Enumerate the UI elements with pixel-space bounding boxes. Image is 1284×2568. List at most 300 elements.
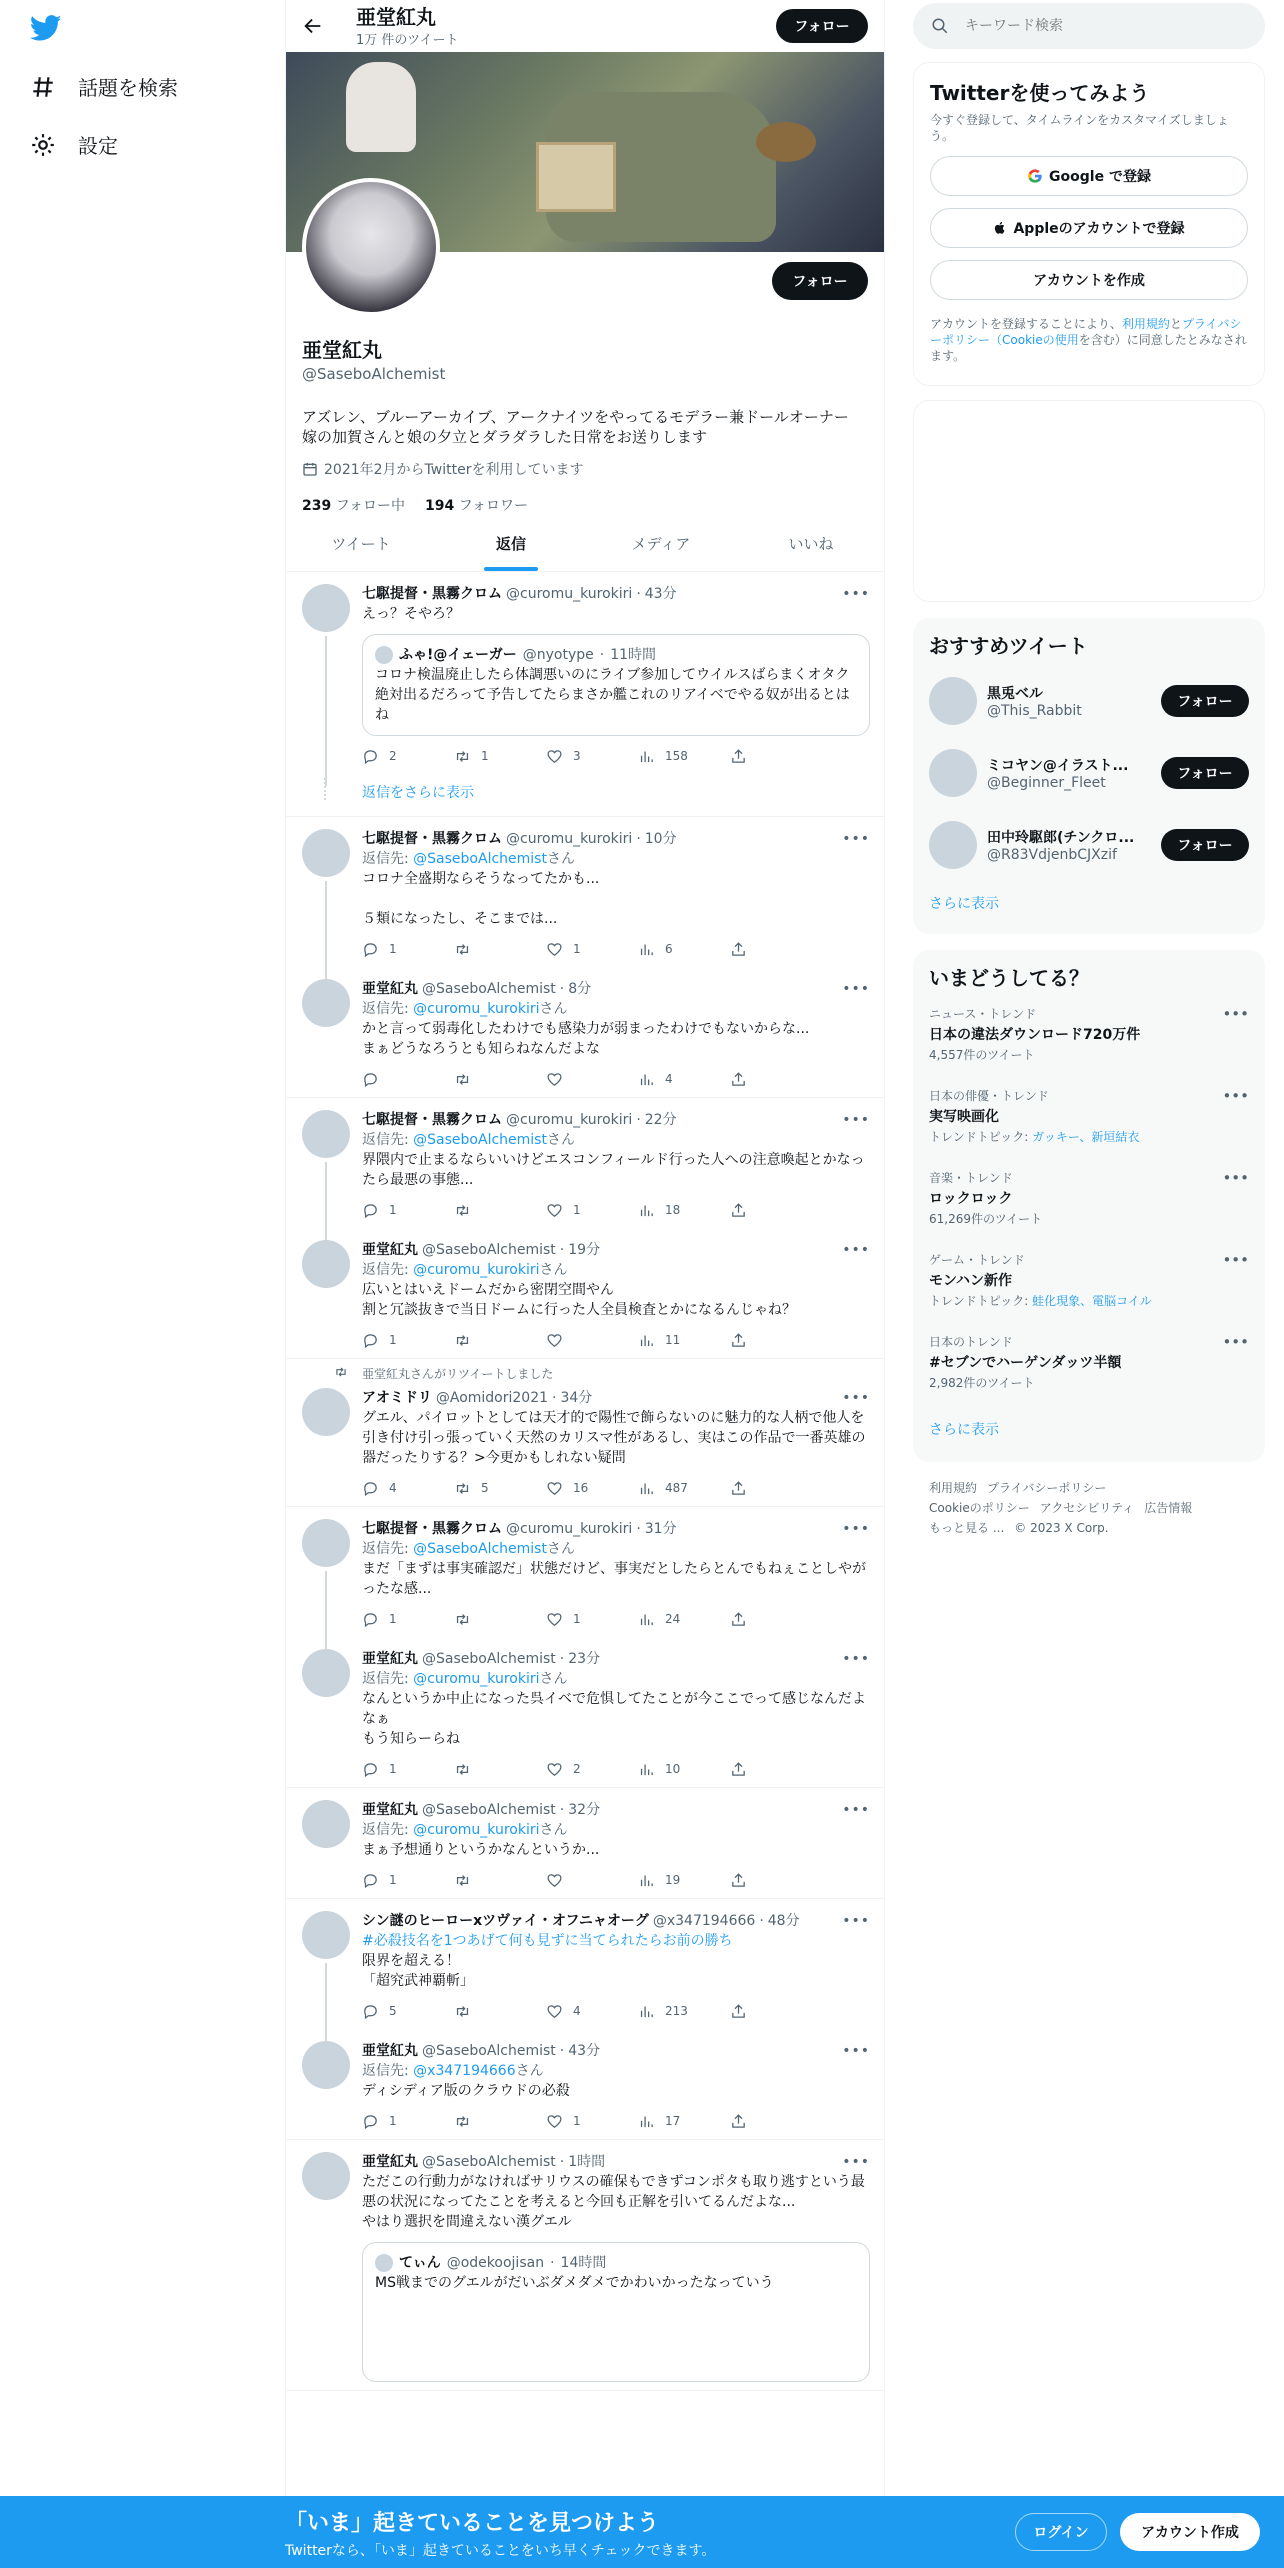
tweet[interactable]: ••• 七駆提督・黒霧クロム @curomu_kurokiri · 43分 えっ？そやろ？ ふゃ!@イェーガー @nyotype · 11時間 コロナ検温廃止したら体調悪いのにライブ参加してウイルスばらまくオタク絶対出るだろって予告してたらまさか艦これのリアイベでやる奴が出るとはね 2 1 3 158	[286, 572, 885, 774]
reply-to-handle[interactable]: @curomu_kurokiri	[413, 1671, 540, 1687]
more-icon[interactable]: •••	[842, 1651, 870, 1667]
retweet-button[interactable]: 1	[454, 748, 546, 765]
tweet-avatar[interactable]	[302, 829, 350, 877]
tweet-text: 界隈内で止まるならいいけどエスコンフィールド行った人への注意喚起とかなったら最悪の事態...	[362, 1152, 865, 1188]
retweet-button[interactable]	[454, 1071, 546, 1088]
trends-card	[913, 950, 1265, 1462]
reply-to-handle[interactable]: @SaseboAlchemist	[413, 1541, 547, 1557]
trend-item[interactable]	[913, 1325, 1265, 1407]
reply-button[interactable]: 1	[362, 1332, 454, 1349]
more-icon[interactable]: •••	[842, 1802, 870, 1818]
tweet[interactable]: ••• アオミドリ @Aomidori2021 · 34分 グエル、パイロットとしては天才的で陽性で飾らないのに魅力的な人柄で他人を引き付け引っ張っていく天然のカリスマ性があるし、実はこの作品で一番英雄の器だったりする？>今更かもしれない疑問 4 5 16 487	[286, 1376, 885, 1507]
tweet[interactable]: ••• 七駆提督・黒霧クロム @curomu_kurokiri · 10分 返信先: @SaseboAlchemistさん コロナ全盛期ならそうなってたかも... ５類になったし、そこまでは... 1 1 6	[286, 817, 885, 967]
tweet-author-handle[interactable]: @curomu_kurokiri	[506, 1112, 633, 1128]
profile-handle: @SaseboAlchemist	[302, 365, 446, 383]
retweet-button[interactable]	[454, 1332, 546, 1349]
reply-icon	[362, 2003, 379, 2020]
like-button[interactable]	[546, 1332, 638, 1349]
quote-author-handle: @odekoojisan	[446, 2255, 545, 2271]
tweet-author-handle[interactable]: @SaseboAlchemist	[422, 1242, 556, 1258]
tweet-text: なんというか中止になった呉イベで危惧してたことが今ここでって感じなんだよなぁ もう知らーらね	[362, 1691, 866, 1747]
share-button[interactable]	[730, 748, 822, 765]
tweet-author-name[interactable]: 七駆提督・黒霧クロム	[362, 831, 502, 847]
reply-to: 返信先: @x347194666さん	[362, 2063, 544, 2079]
tweet-time[interactable]: 23分	[568, 1651, 601, 1667]
more-icon[interactable]: •••	[842, 2043, 870, 2059]
tweet-avatar[interactable]	[302, 1800, 350, 1848]
views-button[interactable]: 17	[638, 2113, 730, 2130]
tweet-author-name[interactable]: 亜堂紅丸	[362, 1242, 418, 1258]
recommended-user[interactable]	[913, 809, 1265, 881]
reply-button[interactable]: 1	[362, 1761, 454, 1778]
reply-to-handle[interactable]: @curomu_kurokiri	[413, 1001, 540, 1017]
like-button[interactable]: 4	[546, 2003, 638, 2020]
footer-terms[interactable]: 利用規約	[929, 1481, 978, 1495]
reply-button[interactable]: 5	[362, 2003, 454, 2020]
tweet-avatar[interactable]	[302, 1519, 350, 1567]
tweet-text: 広いとはいえドームだから密閉空間やん 割と冗談抜きで当日ドームに行った人全員検査とかになるんじゃね？	[362, 1282, 796, 1318]
reply-button[interactable]: 1	[362, 1202, 454, 1219]
tweet-avatar[interactable]	[302, 2041, 350, 2089]
tweet-time[interactable]: 8分	[568, 981, 592, 997]
like-button[interactable]	[546, 1872, 638, 1889]
tweet-actions	[362, 1200, 870, 1220]
like-button[interactable]: 1	[546, 1202, 638, 1219]
tweet-author-name[interactable]: 七駆提督・黒霧クロム	[362, 586, 502, 602]
recommended-user[interactable]	[913, 665, 1265, 737]
heart-icon	[546, 1611, 563, 1628]
reply-icon	[362, 1611, 379, 1628]
share-icon	[730, 1872, 747, 1889]
reply-to-handle[interactable]: @curomu_kurokiri	[413, 1262, 540, 1278]
more-icon[interactable]: •••	[1222, 1005, 1249, 1023]
trend-meta: トレンドトピック: 蛙化現象、電脳コイル	[929, 1294, 1152, 1308]
more-icon[interactable]: •••	[842, 586, 870, 602]
views-icon	[638, 748, 655, 765]
thread-line	[325, 881, 327, 979]
tweet-text: 限界を超える！ 「超究武神覇斬」	[362, 1953, 474, 1989]
tweet-author-name[interactable]: 七駆提督・黒霧クロム	[362, 1521, 502, 1537]
retweet-icon	[454, 1202, 471, 1219]
share-icon	[730, 1071, 747, 1088]
footer-privacy[interactable]: プライバシーポリシー	[987, 1481, 1107, 1495]
tweet-author-handle[interactable]: @SaseboAlchemist	[422, 2043, 556, 2059]
tweet[interactable]: ••• 亜堂紅丸 @SaseboAlchemist · 1時間 ただこの行動力がなければサリウスの確保もできずコンポタも取り逃すという最悪の状況になってたことを考えると今回も正解を引いてるんだよな... やはり選択を間違えない漢グエル てぃん @odekoojisan · 14時間 MS戦までのグエルがだいぶダメダメでかわいかったなっていう	[286, 2140, 885, 2391]
trend-category: 音楽・トレンド	[929, 1171, 1013, 1185]
heart-icon	[546, 1761, 563, 1778]
rec-handle: @This_Rabbit	[987, 703, 1082, 719]
retweet-icon	[454, 748, 471, 765]
quote-text: コロナ検温廃止したら体調悪いのにライブ参加してウイルスばらまくオタク絶対出るだろって予告してたらまさか艦これのリアイベでやる奴が出るとはね	[375, 667, 850, 723]
reply-button[interactable]: 4	[362, 1480, 454, 1497]
heart-icon	[546, 2003, 563, 2020]
footer-ads[interactable]: 広告情報	[1144, 1501, 1193, 1515]
retweet-button[interactable]	[454, 1611, 546, 1628]
like-button[interactable]	[546, 1071, 638, 1088]
share-button[interactable]	[730, 1611, 822, 1628]
share-icon	[730, 748, 747, 765]
left-nav	[0, 0, 285, 2568]
tweet[interactable]: ••• 七駆提督・黒霧クロム @curomu_kurokiri · 22分 返信先: @SaseboAlchemistさん 界隈内で止まるならいいけどエスコンフィールド行った人への注意喚起とかなったら最悪の事態... 1 1 18	[286, 1098, 885, 1228]
tab-tweets[interactable]: ツイート	[331, 535, 391, 553]
reply-to: 返信先: @curomu_kurokiriさん	[362, 1822, 568, 1838]
tweet-text: かと言って弱毒化したわけでも感染力が弱まったわけでもないからな... まぁどうなろうとも知らねなんだよな	[362, 1021, 810, 1057]
views-button[interactable]: 24	[638, 1611, 730, 1628]
rec-handle: @Beginner_Fleet	[987, 775, 1106, 791]
retweet-icon	[454, 1611, 471, 1628]
tweet-avatar[interactable]	[302, 2152, 350, 2200]
tweet[interactable]: ••• 亜堂紅丸 @SaseboAlchemist · 23分 返信先: @curomu_kurokiriさん なんというか中止になった呉イベで危惧してたことが今ここでって感じなんだよなぁ もう知らーらね 1 2 10	[286, 1637, 885, 1788]
reply-icon	[362, 1761, 379, 1778]
signup-terms: アカウントを登録することにより、利用規約とプライバシーポリシー（Cookieの使用を含む）に同意したとみなされます。	[930, 317, 1247, 363]
trend-item[interactable]	[913, 997, 1265, 1079]
heart-icon	[546, 1332, 563, 1349]
quote-avatar	[375, 646, 393, 664]
trend-item[interactable]	[913, 1243, 1265, 1325]
trend-title: モンハン新作	[929, 1273, 1013, 1289]
tweet-author-name[interactable]: 亜堂紅丸	[362, 1802, 418, 1818]
reply-to: 返信先: @curomu_kurokiriさん	[362, 1001, 568, 1017]
trend-category: ゲーム・トレンド	[929, 1253, 1025, 1267]
create-account-button[interactable]: アカウントを作成	[930, 260, 1248, 300]
like-button[interactable]: 16	[546, 1480, 638, 1497]
share-button[interactable]	[730, 1761, 822, 1778]
tweet-author-name[interactable]: 亜堂紅丸	[362, 2043, 418, 2059]
footer-copyright: © 2023 X Corp.	[1014, 1521, 1109, 1535]
trends-show-more[interactable]: さらに表示	[929, 1422, 999, 1438]
retweet-button[interactable]	[454, 2113, 546, 2130]
recommended-user[interactable]	[913, 737, 1265, 809]
share-button[interactable]	[730, 1480, 822, 1497]
tweet[interactable]: ••• 七駆提督・黒霧クロム @curomu_kurokiri · 31分 返信先: @SaseboAlchemistさん まだ「まずは事実確認だ」状態だけど、事実だとしたらとんでもねぇことしやがったな感... 1 1 24	[286, 1507, 885, 1637]
reply-button[interactable]: 1	[362, 2113, 454, 2130]
search-bar[interactable]	[913, 3, 1265, 49]
reply-icon	[362, 1872, 379, 1889]
views-icon	[638, 1071, 655, 1088]
retweet-button[interactable]	[454, 941, 546, 958]
privacy-link[interactable]: プライバシーポリシー	[930, 317, 1242, 347]
tweet-author-handle[interactable]: @SaseboAlchemist	[422, 981, 556, 997]
share-icon	[730, 1332, 747, 1349]
reply-to-handle[interactable]: @SaseboAlchemist	[413, 851, 547, 867]
trend-topic-links[interactable]: ガッキー、新垣結衣	[1032, 1130, 1140, 1144]
apple-icon	[993, 220, 1007, 236]
like-button[interactable]: 1	[546, 1611, 638, 1628]
tweet[interactable]: ••• 亜堂紅丸 @SaseboAlchemist · 32分 返信先: @curomu_kurokiriさん まぁ予想通りというかなんというか... 1 19	[286, 1788, 885, 1899]
nav-settings-label: 設定	[78, 134, 118, 158]
tweet-time[interactable]: 34分	[560, 1390, 593, 1406]
tweet[interactable]: ••• 亜堂紅丸 @SaseboAlchemist · 43分 返信先: @x347194666さん ディシディア版のクラウドの必殺 1 1 17	[286, 2029, 885, 2140]
reply-icon	[362, 1202, 379, 1219]
tab-replies[interactable]: 返信	[436, 516, 586, 571]
share-button[interactable]	[730, 941, 822, 958]
tweet-author-name[interactable]: シン謎のヒーローxツヴァイ・オフニャオーグ	[362, 1913, 649, 1929]
tweet-time[interactable]: 43分	[644, 586, 677, 602]
more-icon[interactable]: •••	[842, 1112, 870, 1128]
heart-icon	[546, 1202, 563, 1219]
tweet-author-handle[interactable]: @curomu_kurokiri	[506, 586, 633, 602]
retweet-button[interactable]	[454, 1872, 546, 1889]
rec-avatar	[929, 749, 977, 797]
tweet[interactable]: ••• 亜堂紅丸 @SaseboAlchemist · 8分 返信先: @curomu_kurokiriさん かと言って弱毒化したわけでも感染力が弱まったわけでもないからな... まぁどうなろうとも知らねなんだよな 4	[286, 967, 885, 1098]
tweet-author-name[interactable]: 亜堂紅丸	[362, 2154, 418, 2170]
login-button[interactable]: ログイン	[1015, 2513, 1107, 2551]
views-button[interactable]: 213	[638, 2003, 730, 2020]
views-icon	[638, 2113, 655, 2130]
trend-item[interactable]	[913, 1079, 1265, 1161]
retweet-icon	[454, 2003, 471, 2020]
quoted-tweet[interactable]: てぃん @odekoojisan · 14時間 MS戦までのグエルがだいぶダメダメでかわいかったなっていう	[362, 2242, 870, 2382]
views-button[interactable]: 6	[638, 941, 730, 958]
rec-name: ミコヤン@イラスト...	[987, 758, 1129, 774]
retweet-button[interactable]	[454, 1761, 546, 1778]
more-icon[interactable]: •••	[842, 981, 870, 997]
nav-explore-label: 話題を検索	[78, 76, 178, 100]
tweet-avatar[interactable]	[302, 1911, 350, 1959]
more-icon[interactable]: •••	[842, 1242, 870, 1258]
hashtag-icon	[30, 74, 56, 100]
reply-to: 返信先: @curomu_kurokiriさん	[362, 1262, 568, 1278]
views-icon	[638, 1480, 655, 1497]
trend-meta: 2,982件のツイート	[929, 1376, 1035, 1390]
tweet-avatar[interactable]	[302, 1240, 350, 1288]
reply-to-handle[interactable]: @x347194666	[413, 2063, 516, 2079]
views-button[interactable]: 4	[638, 1071, 730, 1088]
tweet-time[interactable]: 32分	[568, 1802, 601, 1818]
cookie-link[interactable]: （Cookieの使用	[990, 333, 1079, 347]
more-icon[interactable]: •••	[842, 831, 870, 847]
views-button[interactable]: 18	[638, 1202, 730, 1219]
more-icon[interactable]: •••	[1222, 1169, 1249, 1187]
more-icon[interactable]: •••	[842, 1913, 870, 1929]
more-icon[interactable]: •••	[1222, 1087, 1249, 1105]
tweet-author-handle[interactable]: @SaseboAlchemist	[422, 2154, 556, 2170]
rec-name: 田中玲駆郎(チンクロ...	[987, 830, 1135, 846]
tweet-author-handle[interactable]: @SaseboAlchemist	[422, 1802, 556, 1818]
views-button[interactable]: 158	[638, 748, 730, 765]
reply-to-handle[interactable]: @curomu_kurokiri	[413, 1822, 540, 1838]
quote-author-name: てぃん	[399, 2255, 441, 2271]
profile-avatar[interactable]	[302, 178, 440, 316]
profile-follow-button[interactable]: フォロー	[772, 262, 868, 300]
rec-follow-button[interactable]: フォロー	[1161, 757, 1249, 789]
trend-title: #セブンでハーゲンダッツ半額	[929, 1355, 1122, 1371]
tweet-author-handle[interactable]: @Aomidori2021	[435, 1390, 549, 1406]
more-icon[interactable]: •••	[1222, 1251, 1249, 1269]
views-button[interactable]: 10	[638, 1761, 730, 1778]
footer-more[interactable]: もっと見る ...	[929, 1521, 1005, 1535]
tweet-time[interactable]: 22分	[644, 1112, 677, 1128]
trend-title: ロックロック	[929, 1191, 1013, 1207]
profile-name: 亜堂紅丸	[302, 338, 382, 362]
share-button[interactable]	[730, 1202, 822, 1219]
tweet-time[interactable]: 1時間	[568, 2154, 606, 2170]
twitter-logo-icon[interactable]	[30, 12, 62, 44]
quote-avatar	[375, 2254, 393, 2272]
footer-links	[929, 1478, 1249, 1538]
tweet-actions	[362, 746, 870, 766]
trend-category: 日本のトレンド	[929, 1335, 1013, 1349]
apple-signup-label: Appleのアカウントで登録	[1013, 221, 1185, 237]
trends-title: いまどうしてる？	[929, 966, 1089, 990]
rec-follow-button[interactable]: フォロー	[1161, 685, 1249, 717]
tab-likes[interactable]: いいね	[788, 535, 834, 553]
tweet-avatar[interactable]	[302, 1110, 350, 1158]
tweet-author-handle[interactable]: @SaseboAlchemist	[422, 1651, 556, 1667]
views-icon	[638, 1202, 655, 1219]
recommended-card	[913, 618, 1265, 934]
share-icon	[730, 941, 747, 958]
trend-item[interactable]	[913, 1161, 1265, 1243]
following-link[interactable]: 239 フォロー中	[302, 498, 405, 514]
google-signup-label: Google で登録	[1049, 169, 1151, 185]
signup-title: Twitterを使ってみよう	[930, 81, 1150, 105]
tweet-actions	[362, 1609, 870, 1629]
google-icon	[1027, 168, 1043, 184]
reply-button[interactable]: 2	[362, 748, 454, 765]
tweet-time[interactable]: 43分	[568, 2043, 601, 2059]
tweet-time[interactable]: 19分	[568, 1242, 601, 1258]
tweet[interactable]: ••• 亜堂紅丸 @SaseboAlchemist · 19分 返信先: @curomu_kurokiriさん 広いとはいえドームだから密閉空間やん 割と冗談抜きで当日ドームに行った人全員検査とかになるんじゃね？ 1 11	[286, 1228, 885, 1359]
trend-category: ニュース・トレンド	[929, 1007, 1037, 1021]
recs-show-more[interactable]: さらに表示	[929, 896, 999, 912]
more-icon[interactable]: •••	[1222, 1333, 1249, 1351]
tweet-author-handle[interactable]: @x347194666	[652, 1913, 756, 1929]
tweet-avatar[interactable]	[302, 1649, 350, 1697]
header-tweet-count: 1万 件のツイート	[356, 32, 459, 48]
reply-to: 返信先: @SaseboAlchemistさん	[362, 1132, 575, 1148]
tweet-actions	[362, 1069, 870, 1089]
reply-button[interactable]: 1	[362, 941, 454, 958]
share-button[interactable]	[730, 1071, 822, 1088]
share-icon	[730, 1611, 747, 1628]
reply-icon	[362, 1071, 379, 1088]
share-button[interactable]	[730, 1332, 822, 1349]
quote-text: MS戦までのグエルがだいぶダメダメでかわいかったなっていう	[375, 2275, 774, 2291]
views-button[interactable]: 487	[638, 1480, 730, 1497]
tweet-author-handle[interactable]: @curomu_kurokiri	[506, 831, 633, 847]
recs-title: おすすめツイート	[929, 634, 1088, 658]
tweet-time[interactable]: 10分	[644, 831, 677, 847]
retweet-button[interactable]	[454, 1202, 546, 1219]
retweet-button[interactable]	[454, 2003, 546, 2020]
header-name: 亜堂紅丸	[356, 4, 436, 29]
nav-explore[interactable]	[30, 72, 178, 101]
top-bar	[286, 0, 884, 52]
bottom-signup-bar	[0, 2496, 1284, 2568]
share-button[interactable]	[730, 2003, 822, 2020]
tweet-text: まぁ予想通りというかなんというか...	[362, 1842, 600, 1858]
terms-link[interactable]: 利用規約	[1121, 317, 1170, 331]
footer-accessibility[interactable]: アクセシビリティ	[1039, 1501, 1135, 1515]
views-button[interactable]: 19	[638, 1872, 730, 1889]
reply-button[interactable]	[362, 1071, 454, 1088]
more-icon[interactable]: •••	[842, 1521, 870, 1537]
reply-to-handle[interactable]: @SaseboAlchemist	[413, 1132, 547, 1148]
reply-icon	[362, 748, 379, 765]
like-button[interactable]: 2	[546, 1761, 638, 1778]
thread-line	[325, 636, 327, 786]
reply-icon	[362, 1480, 379, 1497]
views-icon	[638, 1332, 655, 1349]
back-arrow-icon[interactable]	[302, 15, 324, 37]
retweet-icon	[454, 1761, 471, 1778]
apple-signup-button[interactable]	[930, 208, 1248, 248]
tweet-author-name[interactable]: 亜堂紅丸	[362, 1651, 418, 1667]
tweet-time[interactable]: 31分	[644, 1521, 677, 1537]
tweet-actions	[362, 1870, 870, 1890]
nav-settings[interactable]	[30, 130, 118, 159]
reply-button[interactable]: 1	[362, 1872, 454, 1889]
followers-link[interactable]: 194 フォロワー	[425, 498, 528, 514]
tweet-author-name[interactable]: 七駆提督・黒霧クロム	[362, 1112, 502, 1128]
like-button[interactable]: 1	[546, 2113, 638, 2130]
more-icon[interactable]: •••	[842, 2154, 870, 2170]
quote-time: 14時間	[560, 2255, 607, 2271]
tweet-author-name[interactable]: 亜堂紅丸	[362, 981, 418, 997]
profile-stats	[302, 495, 870, 515]
reply-button[interactable]: 1	[362, 1611, 454, 1628]
tweet-avatar[interactable]	[302, 1388, 350, 1436]
tweet-author-name[interactable]: アオミドリ	[362, 1390, 432, 1406]
search-input[interactable]	[965, 18, 1225, 34]
quote-author-name: ふゃ!@イェーガー	[399, 647, 517, 663]
tweet-avatar[interactable]	[302, 979, 350, 1027]
tweet-avatar[interactable]	[302, 584, 350, 632]
tweet-actions	[362, 939, 870, 959]
tweet-hashtag[interactable]: #必殺技名を1つあげて何も見ずに当てられたらお前の勝ち	[362, 1933, 733, 1949]
show-more-replies[interactable]: 返信をさらに表示	[286, 774, 885, 817]
tweet-actions	[362, 2001, 870, 2021]
like-button[interactable]: 1	[546, 941, 638, 958]
views-icon	[638, 1872, 655, 1889]
retweet-button[interactable]: 5	[454, 1480, 546, 1497]
tweet-author-handle[interactable]: @curomu_kurokiri	[506, 1521, 633, 1537]
signup-subtitle: 今すぐ登録して、タイムラインをカスタマイズしましょう。	[930, 113, 1229, 143]
retweet-icon	[454, 1872, 471, 1889]
trend-topic-links[interactable]: 蛙化現象、電脳コイル	[1032, 1294, 1152, 1308]
header-follow-button[interactable]: フォロー	[776, 9, 868, 43]
google-signup-button[interactable]	[930, 156, 1248, 196]
retweet-header: 亜堂紅丸さんがリツイートしました	[286, 1359, 885, 1382]
tab-media[interactable]: メディア	[631, 535, 691, 553]
views-button[interactable]: 11	[638, 1332, 730, 1349]
retweet-icon	[454, 2113, 471, 2130]
signup-button[interactable]: アカウント作成	[1120, 2513, 1260, 2551]
more-icon[interactable]: •••	[842, 1390, 870, 1406]
reply-to: 返信先: @SaseboAlchemistさん	[362, 851, 575, 867]
rec-avatar	[929, 677, 977, 725]
heart-icon	[546, 748, 563, 765]
reply-icon	[362, 941, 379, 958]
like-button[interactable]: 3	[546, 748, 638, 765]
quoted-tweet[interactable]: ふゃ!@イェーガー @nyotype · 11時間 コロナ検温廃止したら体調悪いのにライブ参加してウイルスばらまくオタク絶対出るだろって予告してたらまさか艦これのリアイベでやる奴が出るとはね	[362, 634, 870, 736]
rec-avatar	[929, 821, 977, 869]
quote-time: 11時間	[610, 647, 657, 663]
tweet-text: グエル、パイロットとしては天才的で陽性で飾らないのに魅力的な人柄で他人を引き付け引っ張っていく天然のカリスマ性があるし、実はこの作品で一番英雄の器だったりする？>今更かもしれない疑問	[362, 1410, 866, 1466]
share-button[interactable]	[730, 2113, 822, 2130]
rec-follow-button[interactable]: フォロー	[1161, 829, 1249, 861]
share-button[interactable]	[730, 1872, 822, 1889]
trend-meta: 4,557件のツイート	[929, 1048, 1035, 1062]
heart-icon	[546, 2113, 563, 2130]
trend-title: 実写映画化	[929, 1109, 999, 1125]
tweet[interactable]: ••• シン謎のヒーローxツヴァイ・オフニャオーグ @x347194666 · 48分 #必殺技名を1つあげて何も見ずに当てられたらお前の勝ち 限界を超える！ 「超究武神覇斬」 5 4 213	[286, 1899, 885, 2029]
main-column	[285, 0, 885, 2568]
footer-cookie[interactable]: Cookieのポリシー	[929, 1501, 1030, 1515]
tweet-time[interactable]: 48分	[767, 1913, 800, 1929]
rec-name: 黒兎ベル	[987, 686, 1043, 702]
